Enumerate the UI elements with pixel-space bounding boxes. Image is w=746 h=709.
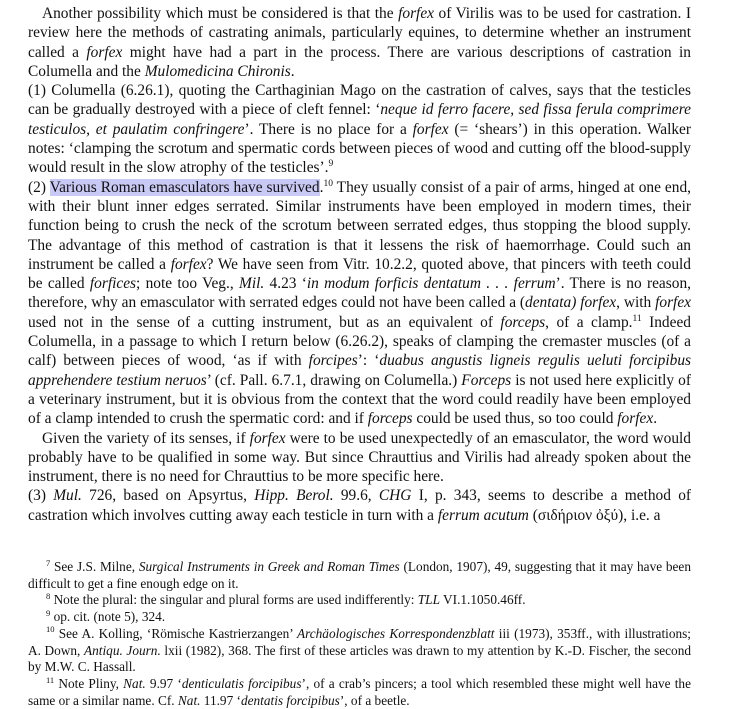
text: Note Pliny, [54, 675, 124, 691]
latin-quote: duabus angustis ligneis regulis ueluti forcipibus apprehendere testium neruos [28, 352, 692, 389]
italic-term: forcipes [308, 352, 358, 370]
text: might have had a part in the process. There are various descriptions of castration in Columella and the [28, 43, 691, 80]
italic-term: Mil. [239, 275, 265, 293]
italic-term: forfex [398, 5, 434, 22]
text: Indeed Columella, in a passage to which I return below (6.26.2), speaks of clamping the cremaster muscles (of a calf) between pieces of wood, ‘as if with [28, 313, 691, 370]
paragraph-2 [28, 81, 691, 177]
footnote-ref[interactable]: 11 [632, 313, 642, 324]
text: ’ (cf. Pall. 6.7.1, drawing on Columella.) [206, 371, 462, 389]
footnote-number: 9 [46, 607, 51, 618]
text: 4.23 ‘ [264, 275, 307, 293]
text: (σιδήριον ὀξύ), i.e. a [528, 506, 661, 524]
text: could be used thus, so too could [412, 410, 618, 428]
footnote-ref[interactable]: 9 [328, 159, 334, 170]
text: Given the variety of its senses, if [42, 429, 250, 447]
text: op. cit. (note 5), 324. [50, 609, 166, 625]
footnote-8 [28, 592, 691, 609]
italic-title: Surgical Instruments in Greek and Roman Times [138, 559, 400, 575]
italic-term: Mulomedicina Chironis [144, 62, 291, 80]
paragraph-4 [28, 429, 691, 487]
text: lxii (1982), 368. The first of these articles was drawn to my attention by K.-D. Fischer, the second by M.W. C. Hassall. [28, 642, 691, 675]
italic-term: Hipp. Berol. [254, 487, 334, 505]
text: See A. Kolling, ‘Römische Kastrierzangen’ [54, 625, 297, 641]
latin-quote: dentatis forcipibus [240, 692, 340, 708]
italic-term: forfices [89, 275, 137, 293]
footnote-number: 8 [46, 591, 51, 601]
text: They usually consist of a pair of arms, hinged at one end, with their blunt inner edges serrated. Similar instruments have been employed in modern times, their function being to crush the neck of the scrotum between serrated edges, thus stopping the blood supply. The advantage of this method of castration is that it lessens the risk of haemorrhage. Could such an instrument be called a [28, 178, 691, 273]
italic-title: Nat. [123, 675, 146, 691]
text: . [319, 178, 324, 196]
text: (= ‘shears’) in this operation. Walker notes: ‘clamping the scrotum and spermatic cords between pieces of wood and cutting off the blood-supply would result in the slow atrophy of the testicles’. [28, 120, 691, 177]
paragraph-5 [28, 486, 691, 525]
text: is not used here explicitly of a veterinary instrument, but it is obvious from the context that the word could readily have been employed of a clamp intended to crush the spermatic cord: and if [28, 371, 691, 428]
text: iii (1973), 353ff., with illustrations; A. Down, [28, 625, 691, 658]
footnote-number: 11 [46, 674, 55, 685]
footnote-number: 10 [46, 624, 55, 635]
italic-term: Mul. [53, 487, 82, 505]
footnotes [28, 559, 691, 709]
text: . [653, 410, 658, 428]
text: ’, of a crab’s pincers; a tool which resembled these might well have the same or a similar name. Cf. [28, 675, 691, 708]
footnote-10 [28, 626, 691, 676]
italic-title: Archäologisches Korrespondenzblatt [296, 625, 495, 641]
text: (2) [28, 178, 50, 196]
text: Another possibility which must be considered is that the [42, 5, 399, 22]
italic-term: ferrum acutum [437, 506, 529, 524]
italic-term: dentata) forfex [525, 294, 617, 312]
text: VI.1.1050.46ff. [439, 592, 526, 608]
footnote-7 [28, 559, 691, 592]
italic-term: forfex [249, 429, 286, 447]
text: 11.97 ‘ [200, 692, 241, 708]
text: 99.6, [333, 487, 379, 505]
page-body [28, 0, 691, 709]
highlighted-text-selection[interactable]: Various Roman emasculators have survived [49, 178, 320, 196]
text: I, p. 343, seems to describe a method of castration which involves cutting away each testicle in turn with a [28, 487, 692, 524]
italic-title: Nat. [177, 692, 201, 708]
italic-term: forceps [500, 313, 546, 331]
italic-term: Forceps [461, 371, 512, 389]
footnote-number: 7 [46, 557, 51, 568]
text: Note the plural: the singular and plural forms are used indifferently: [50, 592, 418, 608]
italic-title: Antiqu. Journ. [84, 642, 161, 658]
text: See J.S. Milne, [50, 559, 139, 575]
italic-term: forfex [86, 43, 123, 61]
text: ’. There is no reason, therefore, why an emasculator with serrated edges could not have been called a ( [28, 275, 691, 312]
italic-title: TLL [417, 592, 440, 608]
italic-term: forceps [367, 410, 413, 428]
text: (London, 1907), 49, suggesting that it may have been difficult to get a fine enough edge on it. [28, 559, 691, 591]
italic-term: forfex [412, 120, 449, 138]
text: ’. There is no place for a [244, 120, 413, 138]
italic-term: forfex [617, 410, 654, 428]
text: ’: ‘ [357, 352, 380, 370]
text: , of a clamp. [545, 313, 633, 331]
text: (1) Columella (6.26.1), quoting the Carthaginian Mago on the castration of calves, says that the testicles can be gradually destroyed with a piece of cleft fennel: ‘ [28, 82, 691, 119]
footnote-9 [28, 609, 691, 626]
text: of Virilis was to be used for castration. I review here the methods of castrating animals, particularly equines, to determine whether an instrument called a [28, 5, 691, 61]
italic-term: forfex [170, 255, 207, 273]
text: ; note too Veg., [136, 275, 239, 293]
text: , with [616, 294, 656, 312]
text: . [290, 62, 295, 80]
text: 726, based on Apsyrtus, [81, 487, 255, 505]
text: (3) [28, 487, 54, 505]
paragraph-1 [28, 4, 691, 81]
paragraph-3 [28, 178, 691, 429]
latin-quote: denticulatis forcipibus [181, 675, 302, 691]
italic-term: CHG [378, 487, 412, 505]
latin-quote: neque id ferro facere, sed fissa ferula comprimere testiculos, et paulatim confringere [28, 101, 691, 138]
text: ? We have seen from Vitr. 10.2.2, quoted above, that pincers with teeth could be called [28, 255, 691, 293]
text: ’, of a beetle. [339, 692, 410, 708]
footnote-ref[interactable]: 10 [323, 178, 333, 189]
text: were to be used unexpectedly of an emasculator, the word would probably have to be qualified in some way. But since Chrauttius and Virilis had already spoken about the instrument, there is no need for Chrauttius to be more specific here. [28, 429, 691, 486]
text: 9.97 ‘ [145, 675, 182, 691]
latin-quote: in modum forficis dentatum . . . ferrum [306, 275, 556, 293]
main-text [28, 4, 691, 525]
italic-term: forfex [655, 294, 691, 312]
footnote-11 [28, 676, 691, 709]
text: used not in the sense of a cutting instrument, but as an equivalent of [28, 313, 501, 331]
